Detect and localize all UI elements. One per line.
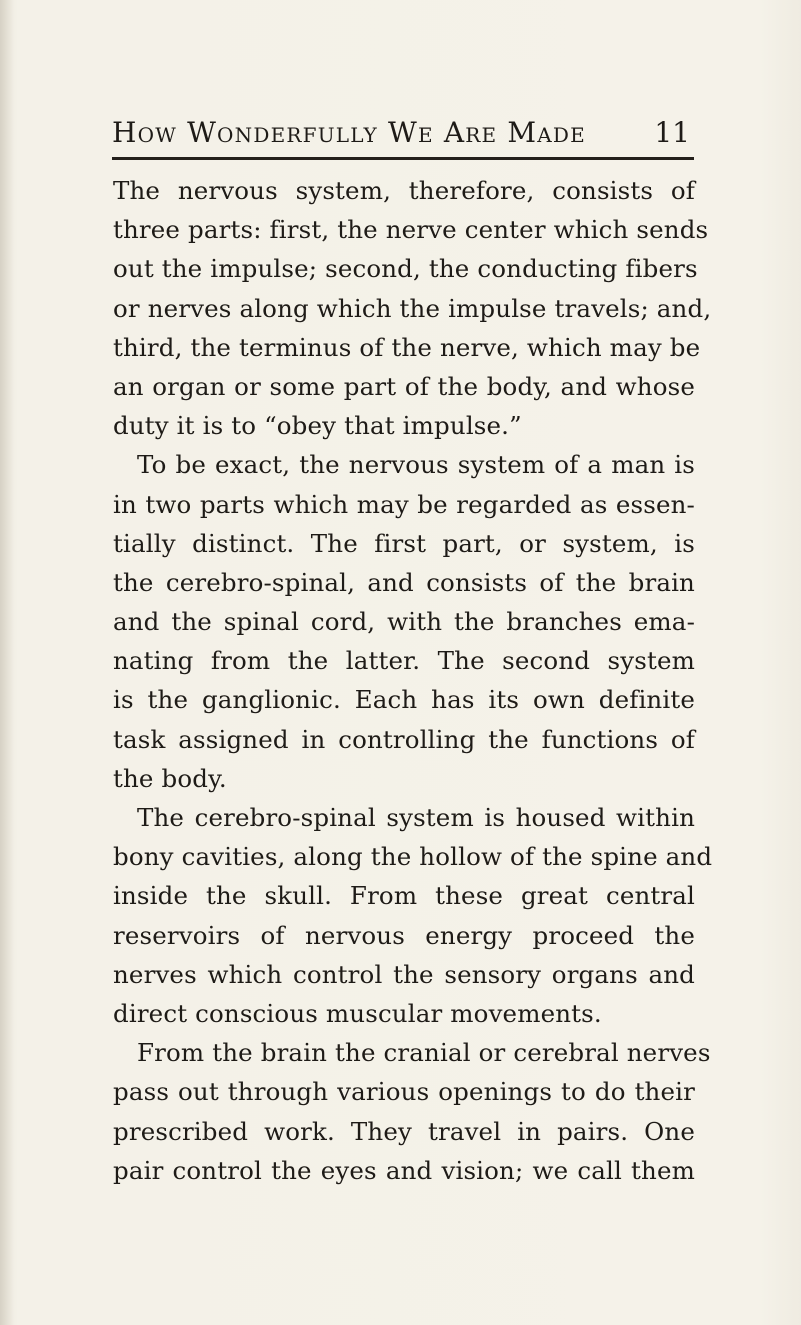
text-line: tially distinct. The first part, or system, is bbox=[113, 528, 695, 558]
text-line: or nerves along which the impulse travels; and, bbox=[113, 293, 712, 323]
text-line: in two parts which may be regarded as essen- bbox=[113, 489, 695, 519]
header-rule bbox=[112, 157, 694, 160]
text-line: three parts: first, the nerve center which sends bbox=[113, 215, 709, 245]
running-title: How Wonderfully We Are Made bbox=[112, 116, 586, 149]
text-line: out the impulse; second, the conducting fibers bbox=[113, 254, 698, 284]
text-line: third, the terminus of the nerve, which may be bbox=[113, 332, 701, 362]
body-text bbox=[113, 171, 713, 1190]
text-line: task assigned in controlling the functions of bbox=[113, 724, 695, 754]
text-line: the body. bbox=[113, 763, 227, 793]
text-line: pair control the eyes and vision; we call them bbox=[113, 1155, 695, 1185]
text-line: reservoirs of nervous energy proceed the bbox=[113, 920, 695, 950]
text-line: The cerebro-spinal system is housed within bbox=[137, 803, 695, 832]
text-line: prescribed work. They travel in pairs. One bbox=[113, 1116, 695, 1146]
text-line: From the brain the cranial or cerebral nerves bbox=[137, 1038, 711, 1068]
text-line: pass out through various openings to do their bbox=[113, 1077, 695, 1107]
text-line: bony cavities, along the hollow of the spine and bbox=[113, 842, 713, 872]
text-line: nating from the latter. The second system bbox=[113, 646, 695, 676]
text-line: The nervous system, therefore, consists of bbox=[113, 176, 695, 205]
text-line: duty it is to “obey that impulse.” bbox=[113, 411, 522, 441]
text-line: and the spinal cord, with the branches ema- bbox=[113, 607, 695, 637]
page-number: 11 bbox=[654, 116, 690, 149]
text-line: To be exact, the nervous system of a man is bbox=[137, 450, 695, 480]
text-line: direct conscious muscular movements. bbox=[113, 998, 602, 1028]
text-line: nerves which control the sensory organs and bbox=[113, 959, 695, 989]
text-line: is the ganglionic. Each has its own definite bbox=[113, 685, 695, 715]
text-line: the cerebro-spinal, and consists of the brain bbox=[113, 567, 695, 597]
text-line: inside the skull. From these great central bbox=[113, 881, 695, 911]
text-line: an organ or some part of the body, and whose bbox=[113, 371, 695, 401]
page-header bbox=[112, 113, 694, 157]
page-gutter-shadow bbox=[0, 0, 14, 1325]
